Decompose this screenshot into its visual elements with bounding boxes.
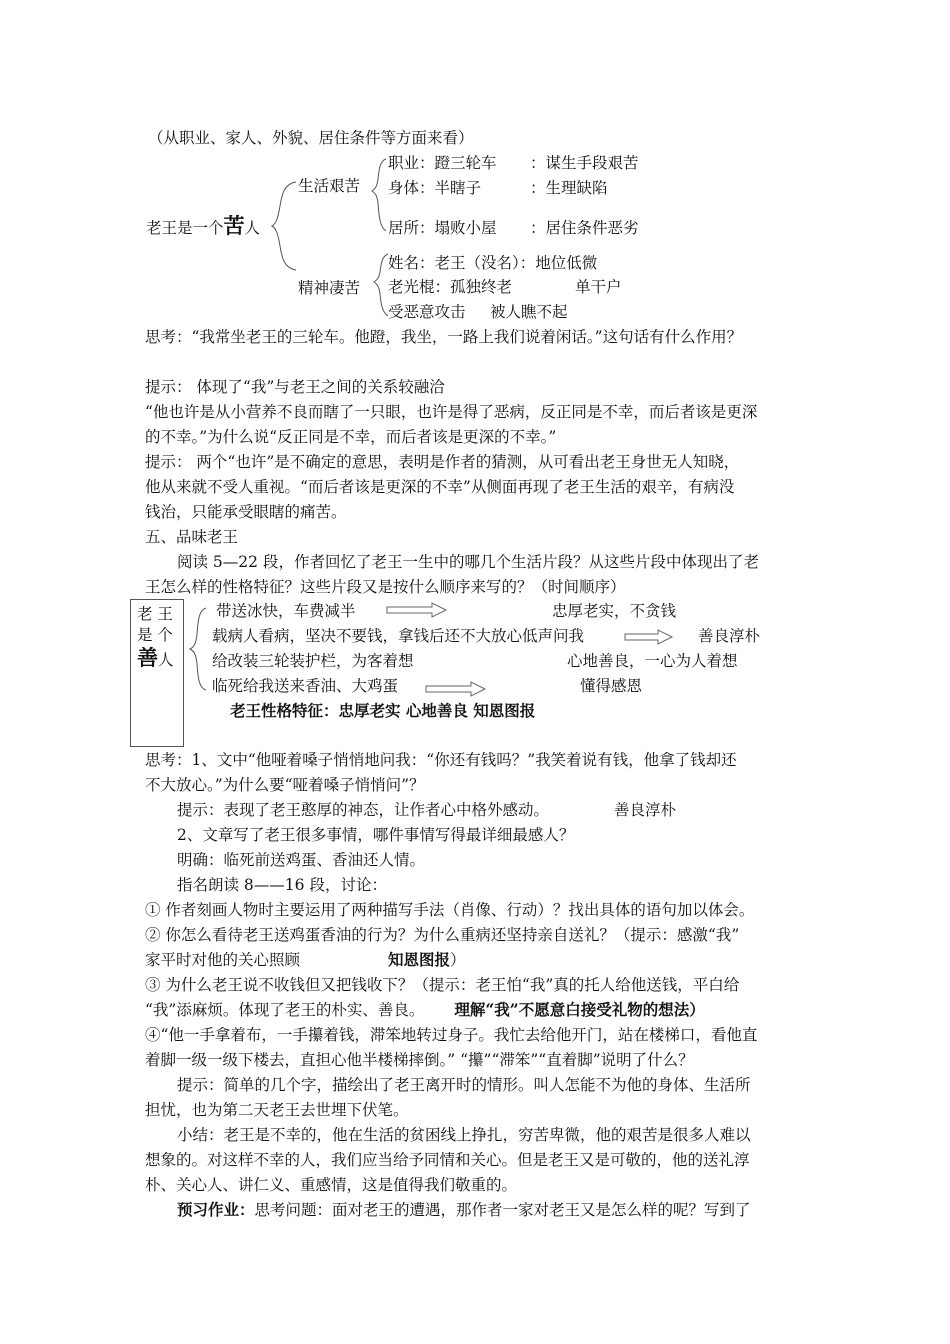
leaf-residence: 居所：塌败小屋 bbox=[388, 219, 497, 237]
discussion-2-text: 家平时对他的关心照顾 bbox=[145, 951, 301, 969]
summary-line-2: 想象的。对这样不幸的人，我们应当给予同情和关心。但是老王又是可敬的，他的送礼淳 bbox=[145, 1151, 750, 1169]
question-2-answer: 明确：临死前送鸡蛋、香油还人情。 bbox=[177, 851, 426, 869]
brace-life bbox=[370, 155, 390, 235]
think-rickshaw: 思考：“我常坐老王的三轮车。他蹬，我坐，一路上我们说着闲话。”这句话有什么作用？ bbox=[145, 328, 743, 346]
branch-life-hardship: 生活艰苦 bbox=[298, 177, 361, 195]
discussion-3-line-1: ③ 为什么老王说不收钱但又把钱收下？（提示：老王怕“我”真的托人给他送钱，平白给 bbox=[145, 976, 740, 994]
homework-text: 思考问题：面对老王的遭遇，那作者一家对老王又是怎么样的呢？写到了 bbox=[254, 1201, 751, 1219]
reading-task-1: 阅读 5—22 段，作者回忆了老王一生中的哪几个生活片段？从这些片段中体现出了老 bbox=[177, 553, 759, 571]
hint-maybe-3: 钱治，只能承受眼瞎的痛苦。 bbox=[145, 503, 347, 521]
trait-grateful: 懂得感恩 bbox=[580, 677, 643, 695]
leaf-occupation: 职业：蹬三轮车 bbox=[388, 154, 497, 172]
section-five-heading: 五、品味老王 bbox=[145, 528, 239, 546]
hint-maybe-1: 提示： 两个“也许”是不确定的意思，表明是作者的猜测，从可看出老王身世无人知晓， bbox=[145, 453, 740, 471]
box-line-3 bbox=[137, 645, 174, 670]
root-prefix: 老王是一个 bbox=[146, 219, 224, 237]
discussion-3-bold: 理解“我”不愿意白接受礼物的想法） bbox=[454, 1000, 705, 1019]
question-1-line-1: 思考：1、文中“他哑着嗓子悄悄地问我：“你还有钱吗？”我笑着说有钱，他拿了钱却还 bbox=[145, 751, 737, 769]
event-rail: 给改装三轮装护栏，为客着想 bbox=[212, 652, 414, 670]
discussion-4-hint-1: 提示：简单的几个字，描绘出了老王离开时的情形。叫人怎能不为他的身体、生活所 bbox=[177, 1076, 751, 1094]
question-1-hint-trait: 善良淳朴 bbox=[614, 801, 677, 819]
discussion-3-text: “我”添麻烦。体现了老王的朴实、善良。 bbox=[145, 1001, 425, 1019]
arrow-icon bbox=[386, 602, 448, 618]
leaf-body-note: ：生理缺陷 bbox=[530, 179, 608, 197]
quote-misfortune-1: “他也许是从小营养不良而瞎了一只眼，也许是得了恶病，反正同是不幸，而后者该是更深 bbox=[145, 403, 758, 421]
leaf-residence-note: ：居住条件恶劣 bbox=[530, 219, 639, 237]
box-line-2: 是 个 bbox=[137, 626, 173, 644]
leaf-attacked: 受恶意攻击 bbox=[388, 303, 466, 321]
leaf-bachelor: 老光棍：孤独终老 bbox=[388, 278, 513, 296]
leaf-bachelor-note: 单干户 bbox=[575, 278, 622, 296]
event-patient: 载病人看病，坚决不要钱，拿钱后还不大放心低声问我 bbox=[212, 627, 585, 645]
leaf-occupation-note: ：谋生手段艰苦 bbox=[530, 154, 639, 172]
trait-honest: 忠厚老实，不贪钱 bbox=[552, 602, 677, 620]
reading-instruction: 指名朗读 8——16 段，讨论： bbox=[177, 876, 387, 894]
trait-summary: 老王性格特征：忠厚老实 心地善良 知恩图报 bbox=[230, 701, 536, 720]
question-1-hint: 提示：表现了老王憨厚的神态，让作者心中格外感动。 bbox=[177, 801, 550, 819]
leaf-name: 姓名：老王（没名）：地位低微 bbox=[388, 254, 598, 272]
discussion-4-line-1: ④“他一手拿着布，一手攥着钱，滞笨地转过身子。我忙去给他开门，站在楼梯口，看他直 bbox=[145, 1026, 758, 1044]
box-emphasis: 善 bbox=[137, 645, 158, 670]
discussion-3-line-2 bbox=[145, 1000, 705, 1020]
leaf-body: 身体：半瞎子 bbox=[388, 179, 482, 197]
reading-task-2: 王怎么样的性格特征？这些片段又是按什么顺序来写的？（时间顺序） bbox=[145, 578, 626, 596]
box-line-1: 老 王 bbox=[137, 605, 173, 623]
trait-kind: 善良淳朴 bbox=[698, 627, 761, 645]
discussion-2-line-1: ② 你怎么看待老王送鸡蛋香油的行为？为什么重病还坚持亲自送礼？（提示：感激“我” bbox=[145, 926, 740, 944]
discussion-2-bold: 知恩图报 bbox=[388, 950, 451, 969]
summary-line-1: 小结：老王是不幸的，他在生活的贫困线上挣扎，穷苦卑微，他的艰苦是很多人难以 bbox=[177, 1126, 751, 1144]
discussion-2-end: ） bbox=[450, 951, 466, 969]
homework-line bbox=[177, 1200, 751, 1220]
event-ice: 带送冰快，车费减半 bbox=[216, 602, 356, 620]
homework-label: 预习作业： bbox=[177, 1200, 255, 1219]
discussion-1: ① 作者刻画人物时主要运用了两种描写手法（肖像、行动）？找出具体的语句加以体会。 bbox=[145, 901, 755, 919]
hint-maybe-2: 他从来就不受人重视。“而后者该是更深的不幸”从侧面再现了老王生活的艰辛，有病没 bbox=[145, 478, 735, 496]
event-eggs: 临死给我送来香油、大鸡蛋 bbox=[212, 677, 399, 695]
root-emphasis: 苦 bbox=[223, 213, 245, 238]
intro-line: （从职业、家人、外貌、居住条件等方面来看） bbox=[148, 129, 474, 147]
root-suffix: 人 bbox=[244, 219, 261, 237]
mindmap-root bbox=[146, 213, 261, 238]
box-suffix: 人 bbox=[158, 651, 174, 669]
hint-relationship: 提示： 体现了“我”与老王之间的关系较融洽 bbox=[145, 378, 445, 396]
quote-misfortune-2: 的不幸。”为什么说“反正同是不幸，而后者该是更深的不幸。” bbox=[145, 428, 557, 446]
leaf-attacked-note: 被人瞧不起 bbox=[490, 303, 568, 321]
trait-considerate: 心地善良，一心为人着想 bbox=[567, 652, 738, 670]
brace-kind bbox=[188, 604, 210, 694]
brace-main bbox=[270, 176, 300, 276]
discussion-2-line-2 bbox=[145, 950, 466, 970]
branch-spirit-hardship: 精神凄苦 bbox=[298, 279, 361, 297]
discussion-4-line-2: 着脚一级一级下楼去，直担心他半楼梯摔倒。” “攥”“滞笨”“直着脚”说明了什么？ bbox=[145, 1051, 694, 1069]
question-1-line-2: 不大放心。”为什么要“哑着嗓子悄悄问”？ bbox=[145, 776, 425, 794]
question-2: 2、文章写了老王很多事情，哪件事情写得最详细最感人？ bbox=[177, 826, 575, 844]
arrow-icon bbox=[624, 629, 674, 645]
discussion-4-hint-2: 担忧，也为第二天老王去世埋下伏笔。 bbox=[145, 1101, 409, 1119]
summary-line-3: 朴、关心人、讲仁义、重感情，这是值得我们敬重的。 bbox=[145, 1176, 518, 1194]
arrow-icon bbox=[425, 681, 487, 697]
